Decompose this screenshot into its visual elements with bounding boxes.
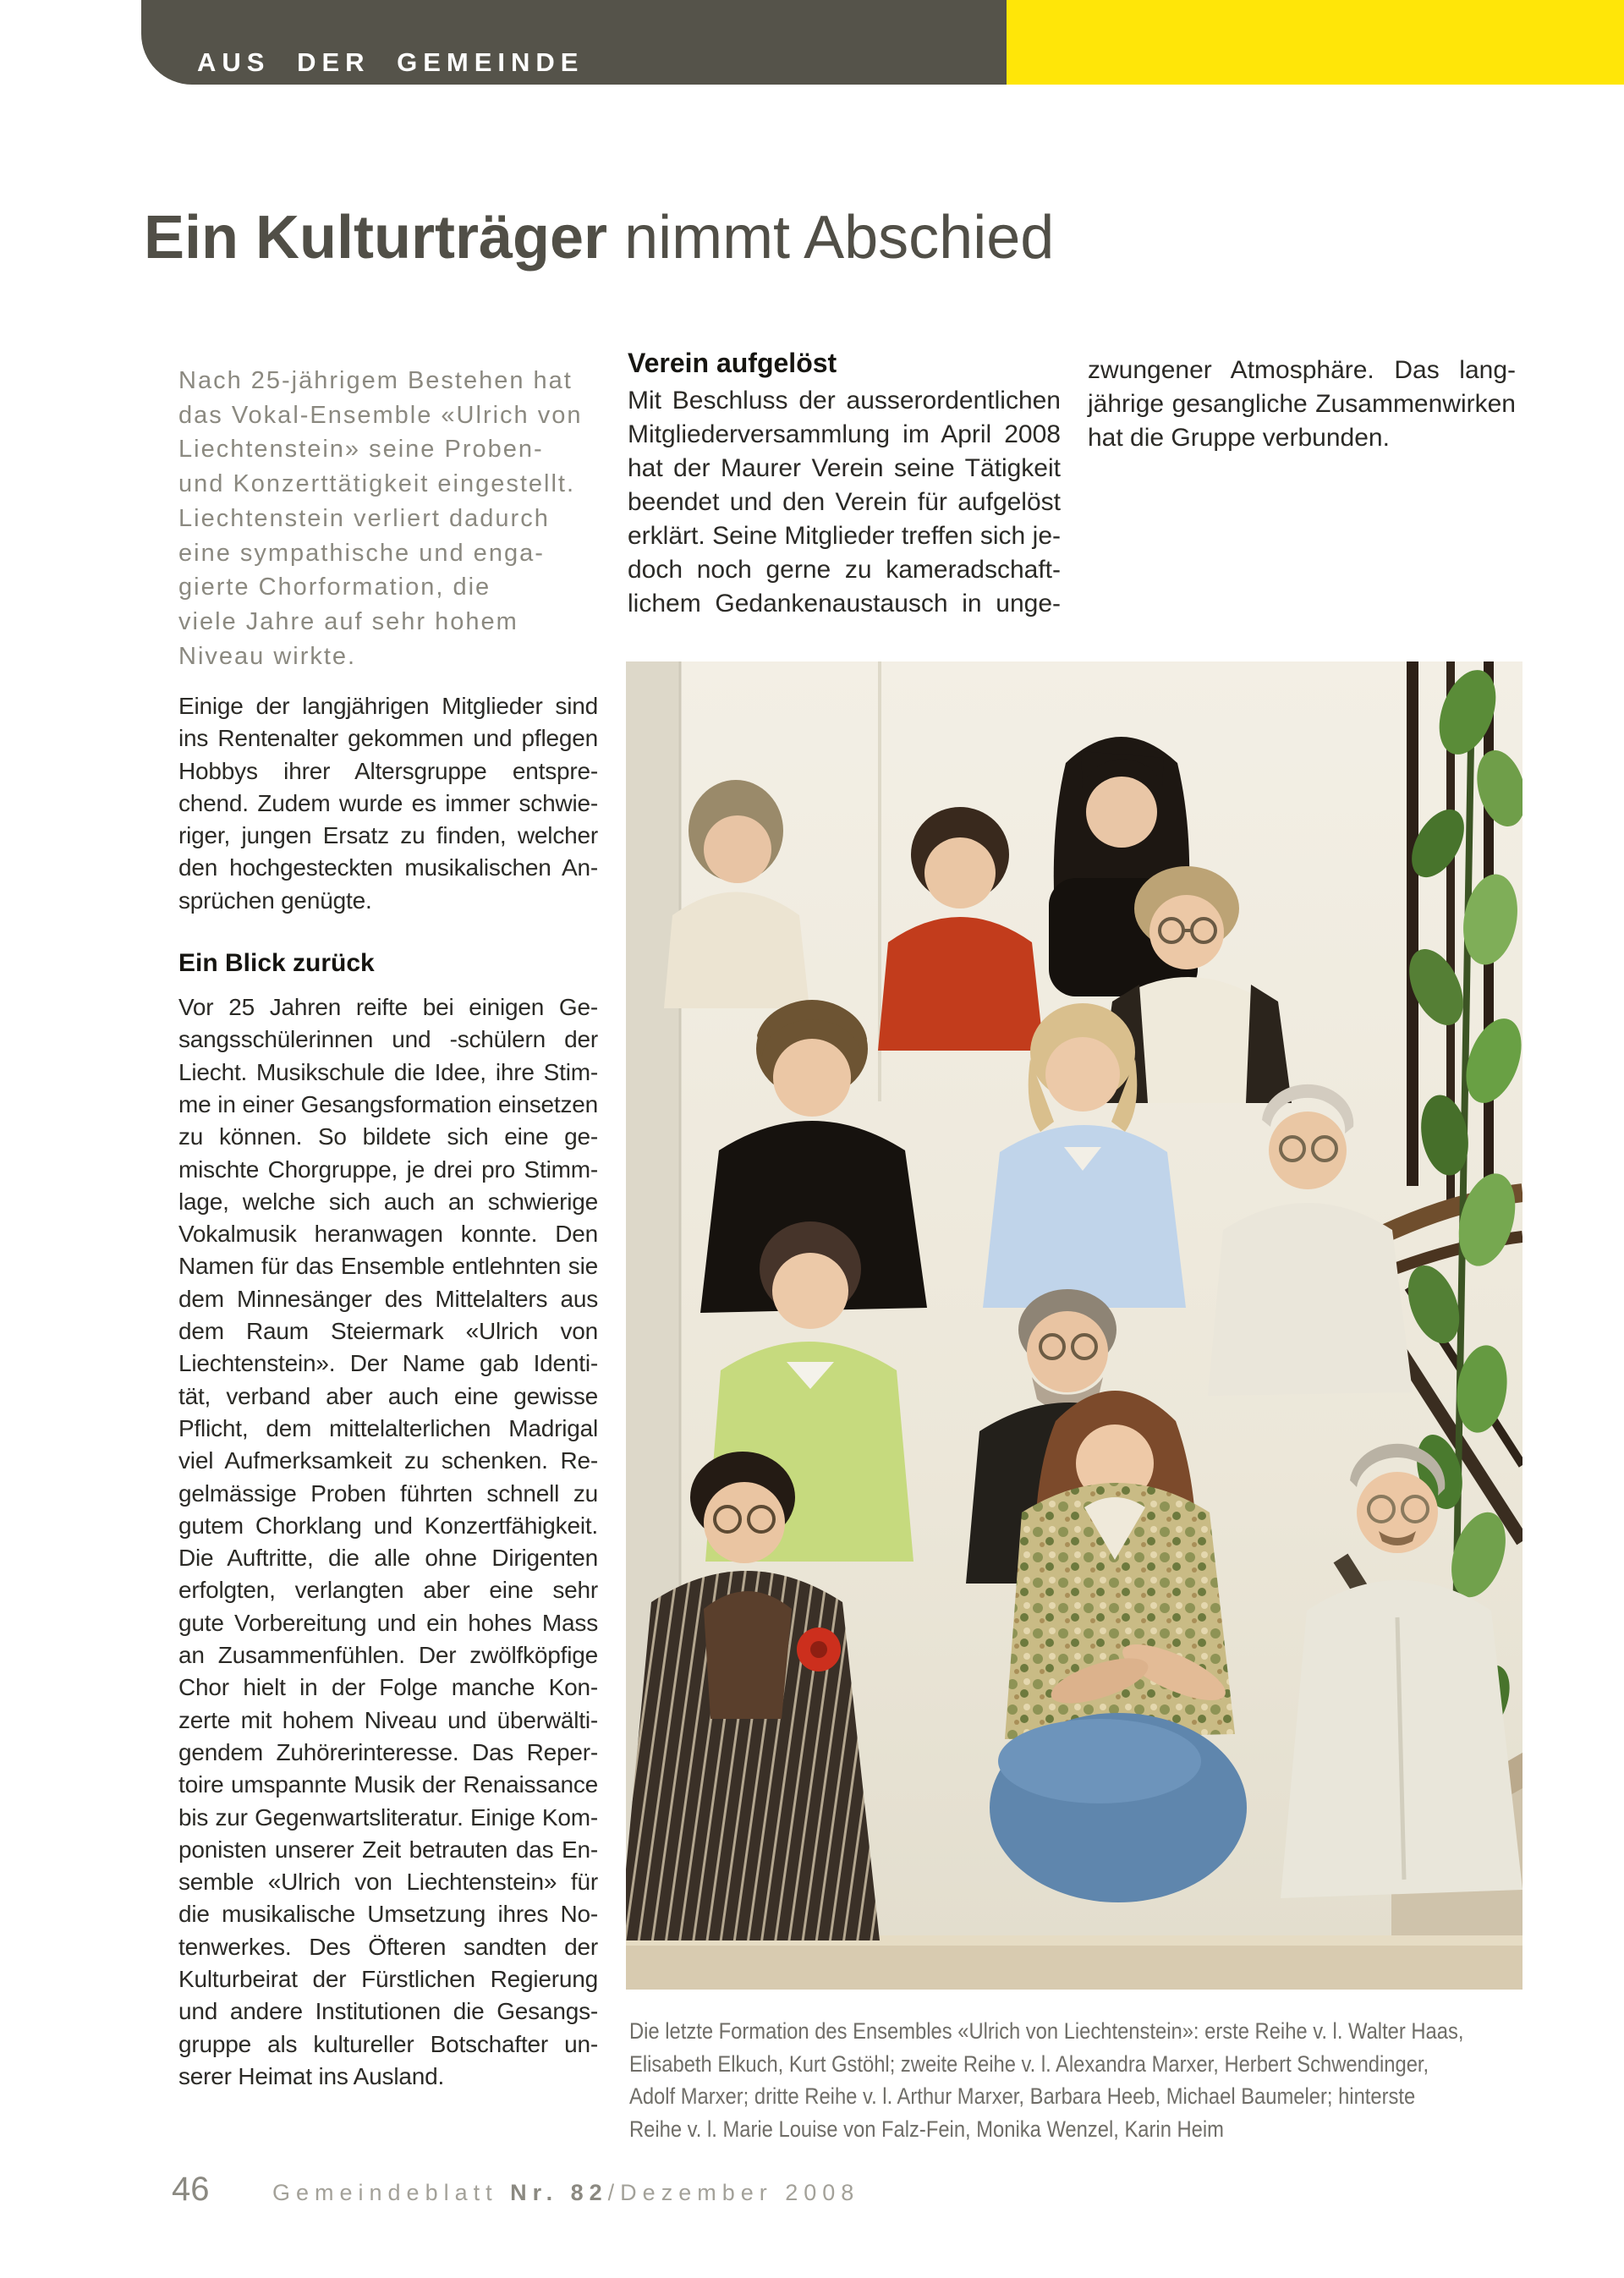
- paragraph-dissolution: [628, 384, 1061, 621]
- text-line: gelmässige Proben führten schnell zu: [178, 1479, 598, 1507]
- text-line: chend. Zudem wurde es immer schwie-: [178, 789, 598, 816]
- text-line: gierte Chorformation, die: [178, 574, 491, 601]
- text-line: an Zusammenfühlen. Der zwölfköpfige: [178, 1642, 598, 1669]
- text-line: zu können. So bildete sich eine ge-: [178, 1123, 598, 1150]
- column-left: [178, 690, 598, 2093]
- text-line: Vokalmusik heranwagen konnte. Den: [178, 1221, 598, 1248]
- photo-caption: [629, 2015, 1534, 2145]
- text-line: gruppe als kultureller Botschafter un-: [178, 2030, 598, 2057]
- text-line: das Vokal-Ensemble «Ulrich von: [178, 401, 583, 429]
- text-line: Elisabeth Elkuch, Kurt Gstöhl; zweite Reihe v. l. Alexandra Marxer, Herbert Schwendinger,: [629, 2050, 1429, 2077]
- text-line: jährige gesangliche Zusammenwirken: [1088, 390, 1516, 418]
- text-line: die musikalische Umsetzung ihres No-: [178, 1901, 598, 1928]
- text-line: eine sympathische und enga-: [178, 539, 545, 567]
- text-line: Pflicht, dem mittelalterlichen Madrigal: [178, 1414, 598, 1441]
- text-line: Namen für das Ensemble entlehnten sie: [178, 1253, 598, 1280]
- lead-paragraph: [178, 364, 595, 673]
- issue-label-part1: Gemeindeblatt: [272, 2180, 511, 2205]
- page-number: 46: [172, 2171, 210, 2208]
- section-header-bar: [141, 0, 1007, 85]
- text-line: lage, welche sich auch an schwierige: [178, 1188, 598, 1215]
- text-line: serer Heimat ins Ausland.: [178, 2062, 445, 2089]
- issue-label: [272, 2180, 859, 2206]
- issue-label-part2: /Dezember 2008: [607, 2180, 860, 2205]
- group-photo-illustration: [626, 661, 1522, 1990]
- text-line: Hobbys ihrer Altersgruppe entspre-: [178, 757, 598, 784]
- text-line: gendem Zuhörerinteresse. Das Reper-: [178, 1738, 598, 1765]
- paragraph-members: [178, 690, 598, 917]
- text-line: Liecht. Musikschule die Idee, ihre Stim-: [178, 1058, 598, 1085]
- article-title-light: nimmt Abschied: [624, 204, 1055, 272]
- text-line: Liechtenstein verliert dadurch: [178, 504, 550, 532]
- text-line: beendet und den Verein für aufgelöst: [628, 488, 1061, 516]
- group-photo: [626, 661, 1522, 1990]
- text-line: tenwerkes. Des Öfteren sandten der: [178, 1933, 598, 1960]
- text-line: gute Vorbereitung und ein hohes Mass: [178, 1609, 598, 1636]
- text-line: und andere Institutionen die Gesangs-: [178, 1998, 598, 2025]
- text-line: Die letzte Formation des Ensembles «Ulrich von Liechtenstein»: erste Reihe v. l. Walter Haas,: [629, 2018, 1464, 2044]
- text-line: erfolgten, verlangten aber eine sehr: [178, 1577, 598, 1604]
- article-title-bold: Ein Kulturträger: [144, 204, 608, 272]
- text-line: bis zur Gegenwartsliteratur. Einige Kom-: [178, 1803, 598, 1831]
- text-line: zwungener Atmosphäre. Das lang-: [1088, 356, 1516, 384]
- text-line: Adolf Marxer; dritte Reihe v. l. Arthur Marxer, Barbara Heeb, Michael Baumeler; hinterste: [629, 2083, 1416, 2109]
- text-line: tät, verband aber auch eine gewisse: [178, 1382, 598, 1409]
- text-line: Nach 25-jährigem Bestehen hat: [178, 367, 573, 394]
- text-line: ins Rentenalter gekommen und pflegen: [178, 725, 598, 752]
- text-line: und Konzerttätigkeit eingestellt.: [178, 470, 576, 498]
- text-line: Niveau wirkte.: [178, 642, 357, 670]
- issue-label-number: Nr. 82: [510, 2180, 608, 2205]
- subheading-blick-zurueck: Ein Blick zurück: [178, 949, 375, 978]
- text-line: ponisten unserer Zeit betrauten das En-: [178, 1836, 598, 1863]
- text-line: Liechtenstein» seine Proben-: [178, 436, 544, 464]
- column-right: [1088, 354, 1516, 455]
- paragraph-dissolution-continued: [1088, 354, 1516, 455]
- column-middle: [628, 345, 1061, 621]
- section-label: AUS DER GEMEINDE: [197, 47, 584, 77]
- text-line: sprüchen genügte.: [178, 886, 372, 914]
- text-line: dem Raum Steiermark «Ulrich von: [178, 1318, 598, 1345]
- text-line: Mit Beschluss der ausserordentlichen: [628, 387, 1061, 414]
- text-line: hat der Maurer Verein seine Tätigkeit: [628, 454, 1061, 482]
- text-line: viele Jahre auf sehr hohem: [178, 607, 518, 635]
- text-line: Die Auftritte, die alle ohne Dirigenten: [178, 1545, 598, 1572]
- text-line: lichem Gedankenaustausch in unge-: [628, 590, 1061, 618]
- text-line: Mitgliederversammlung im April 2008: [628, 420, 1061, 448]
- article-title: [144, 206, 1054, 270]
- text-line: semble «Ulrich von Liechtenstein» für: [178, 1869, 598, 1896]
- text-line: erklärt. Seine Mitglieder treffen sich je-: [628, 522, 1061, 550]
- text-line: toire umspannte Musik der Renaissance: [178, 1771, 598, 1798]
- paragraph-history: [178, 991, 598, 2093]
- text-line: me in einer Gesangsformation einsetzen: [178, 1090, 598, 1117]
- text-line: riger, jungen Ersatz zu finden, welcher: [178, 822, 598, 849]
- accent-yellow-block: [1007, 0, 1624, 85]
- text-line: gutem Chorklang und Konzertfähigkeit.: [178, 1512, 598, 1539]
- text-line: doch noch gerne zu kameradschaft-: [628, 556, 1061, 584]
- text-line: zerte mit hohem Niveau und überwälti-: [178, 1706, 598, 1733]
- text-line: Vor 25 Jahren reifte bei einigen Ge-: [178, 994, 598, 1021]
- text-line: Reihe v. l. Marie Louise von Falz-Fein, Monika Wenzel, Karin Heim: [629, 2116, 1224, 2142]
- text-line: Liechtenstein». Der Name gab Identi-: [178, 1350, 598, 1377]
- text-line: hat die Gruppe verbunden.: [1088, 424, 1390, 452]
- text-line: dem Minnesänger des Mittelalters aus: [178, 1285, 598, 1312]
- text-line: viel Aufmerksamkeit zu schenken. Re-: [178, 1447, 598, 1474]
- subheading-verein-aufgeloest: Verein aufgelöst: [628, 348, 837, 378]
- text-line: Chor hielt in der Folge manche Kon-: [178, 1674, 598, 1701]
- text-line: Kulturbeirat der Fürstlichen Regierung: [178, 1965, 598, 1992]
- text-line: sangsschülerinnen und -schülern der: [178, 1026, 598, 1053]
- text-line: mischte Chorgruppe, je drei pro Stimm-: [178, 1155, 598, 1183]
- text-line: Einige der langjährigen Mitglieder sind: [178, 693, 598, 719]
- text-line: den hochgesteckten musikalischen An-: [178, 854, 598, 881]
